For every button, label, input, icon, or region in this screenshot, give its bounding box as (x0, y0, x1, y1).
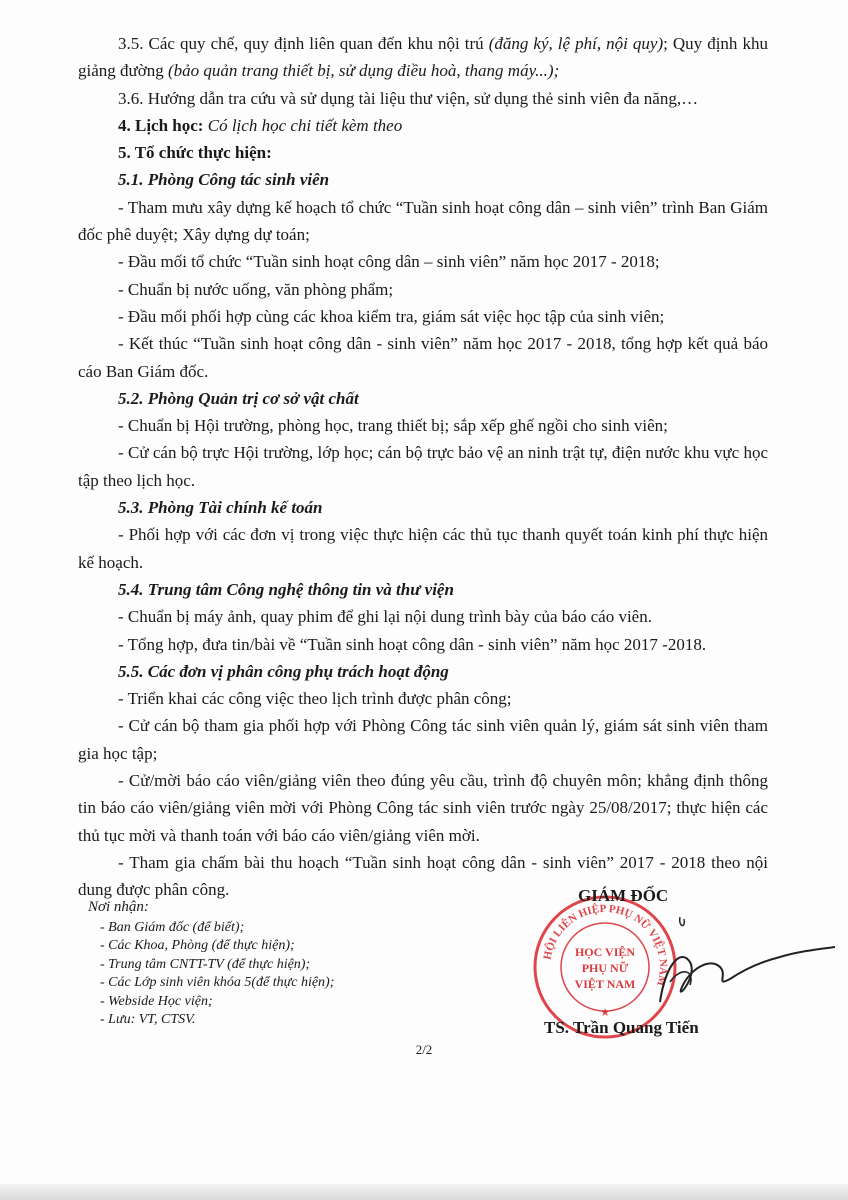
list-item: - Tham gia chấm bài thu hoạch “Tuần sinh hoạt công dân - sinh viên” 2017 - 2018 theo nội dung được phân công. (78, 852, 768, 900)
list-item: - Kết thúc “Tuần sinh hoạt công dân - sinh viên” năm học 2017 - 2018, tổng hợp kết quả báo cáo Ban Giám đốc. (78, 334, 768, 381)
recipient-item: - Các Khoa, Phòng (để thực hiện); (100, 938, 295, 953)
section-5-5-title: 5.5. Các đơn vị phân công phụ trách hoạt động (118, 661, 449, 681)
list-item: - Đầu mối phối hợp cùng các khoa kiểm tra, giám sát việc học tập của sinh viên; (118, 306, 665, 326)
scan-edge (0, 1184, 848, 1200)
list-item: - Chuẩn bị nước uống, văn phòng phẩm; (118, 279, 394, 299)
section-5-4-title: 5.4. Trung tâm Công nghệ thông tin và thư viện (118, 579, 454, 599)
list-item: - Tham mưu xây dựng kế hoạch tổ chức “Tuần sinh hoạt công dân – sinh viên” trình Ban Giám đốc phê duyệt; Xây dựng dự toán; (78, 197, 768, 245)
svg-text:HỌC VIỆN: HỌC VIỆN (574, 945, 636, 959)
handwritten-signature-icon (620, 907, 840, 1027)
signer-name: TS. Trần Quang Tiến (544, 1018, 699, 1037)
svg-text:★: ★ (600, 1007, 610, 1019)
paragraph-3-6: 3.6. Hướng dẫn tra cứu và sử dụng tài liệu thư viện, sử dụng thẻ sinh viên đa năng,… (118, 88, 699, 108)
signature-title: GIÁM ĐỐC (578, 886, 669, 905)
recipient-item: - Ban Giám đốc (để biết); (100, 919, 245, 935)
recipient-item: - Lưu: VT, CTSV. (100, 1012, 196, 1027)
paragraph-3-5: 3.5. Các quy chế, quy định liên quan đến khu nội trú (đăng ký, lệ phí, nội quy); Quy định khu giảng đường (bảo quản trang thiết bị, sử dụng điều hoà, thang máy...); (78, 34, 768, 81)
svg-text:VIỆT NAM: VIỆT NAM (574, 977, 636, 991)
recipient-item: - Các Lớp sinh viên khóa 5(để thực hiện); (100, 975, 335, 990)
section-4: 4. Lịch học: Có lịch học chi tiết kèm theo (118, 115, 403, 135)
svg-text:HỘI LIÊN HIỆP PHỤ NỮ VIỆT NAM: HỘI LIÊN HIỆP PHỤ NỮ VIỆT NAM (541, 902, 670, 988)
list-item: - Phối hợp với các đơn vị trong việc thực hiện các thủ tục thanh quyết toán kinh phí thực hiện kế hoạch. (78, 525, 768, 572)
recipient-item: - Webside Học viện; (100, 993, 213, 1009)
svg-text:PHỤ NỮ: PHỤ NỮ (581, 961, 629, 975)
list-item: - Triển khai các công việc theo lịch trình được phân công; (118, 689, 512, 709)
list-item: - Tổng hợp, đưa tin/bài về “Tuần sinh hoạt công dân - sinh viên” năm học 2017 -2018. (118, 634, 707, 654)
list-item: - Chuẩn bị máy ảnh, quay phim để ghi lại nội dung trình bày của báo cáo viên. (118, 607, 652, 627)
list-item: - Cử cán bộ tham gia phối hợp với Phòng Công tác sinh viên quản lý, giám sát sinh viên tham gia học tập; (78, 716, 768, 763)
recipients-list (88, 919, 448, 1030)
document-body (78, 30, 768, 904)
recipients-block (88, 898, 448, 1030)
list-item: - Chuẩn bị Hội trường, phòng học, trang thiết bị; sắp xếp ghế ngồi cho sinh viên; (118, 416, 668, 436)
section-5-heading: 5. Tổ chức thực hiện: (118, 143, 272, 163)
page-number: 2/2 (415, 1042, 433, 1057)
section-5-2-title: 5.2. Phòng Quản trị cơ sở vật chất (118, 388, 359, 408)
list-item: - Đầu mối tổ chức “Tuần sinh hoạt công dân – sinh viên” năm học 2017 - 2018; (118, 252, 660, 272)
recipients-title: Nơi nhận: (88, 899, 149, 915)
recipient-item: - Trung tâm CNTT-TV (để thực hiện); (100, 956, 311, 972)
list-item: - Cử/mời báo cáo viên/giảng viên theo đúng yêu cầu, trình độ chuyên môn; khẳng định thông tin báo cáo viên/giảng viên mời với Phòng Công tác sinh viên trước ngày 25/08/2017; thực hiện các thủ tục mời và thanh toán với báo cáo viên/giảng viên mời. (78, 771, 768, 845)
section-5-3-title: 5.3. Phòng Tài chính kế toán (118, 498, 323, 518)
section-5-1-title: 5.1. Phòng Công tác sinh viên (118, 170, 330, 190)
list-item: - Cử cán bộ trực Hội trường, lớp học; cán bộ trực bảo vệ an ninh trật tự, điện nước khu vực học tập theo lịch học. (78, 443, 768, 490)
